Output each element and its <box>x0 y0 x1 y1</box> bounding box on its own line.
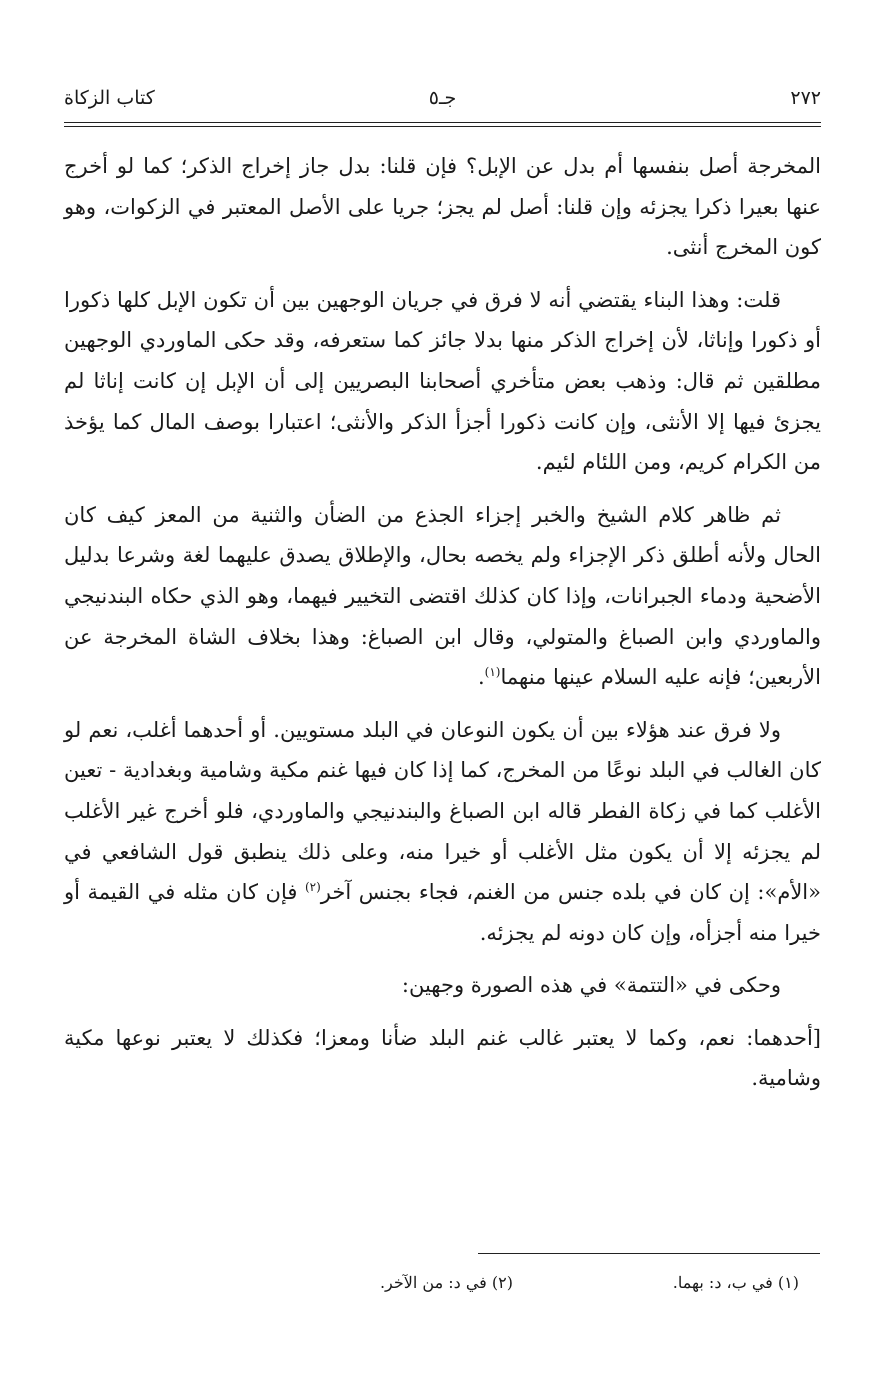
book-title: كتاب الزكاة <box>64 87 155 109</box>
paragraph <box>64 710 821 954</box>
paragraph-text: فإن كان مثله في القيمة أو خيرا منه أجزأه، وإن كان دونه لم يجزئه. <box>64 880 821 945</box>
main-text <box>64 146 821 1111</box>
paragraph-text: ثم ظاهر كلام الشيخ والخبر إجزاء الجذع من الضأن والثنية من المعز كيف كان الحال ولأنه أطلق ذكر الإجزاء ولم يخصه بحال، والإطلاق يصدق عليهما لغة وشرعا بدليل الأضحية ودماء الجبرانات، وإذا كان كذلك اقتضى التخيير فيهما، وهو الذي حكاه البندنيجي والماوردي وابن الصباغ والمتولي، وقال ابن الصباغ: وهذا بخلاف الشاة المخرجة عن الأربعين؛ فإنه عليه السلام عينها منهما <box>64 502 821 690</box>
footnote-rule <box>478 1253 820 1254</box>
paragraph-text: قلت: وهذا البناء يقتضي أنه لا فرق في جريان الوجهين بين أن تكون الإبل كلها ذكورا أو ذكورا وإناثا، لأن إخراج الذكر منها بدلا جائز كما ستعرفه، وقد حكى الماوردي الوجهين مطلقين ثم قال: وذهب بعض متأخري أصحابنا البصريين إلى أن الإبل إن كانت إناثا لم يجزئ فيها إلا الأنثى، وإن كانت ذكورا أجزأ الذكر والأنثى؛ اعتبارا بوصف المال كما يؤخذ من الكرام كريم، ومن اللئام لئيم. <box>64 287 821 475</box>
footnote-2: (٢) في د: من الآخر. <box>379 1273 513 1292</box>
paragraph <box>64 280 821 483</box>
paragraph-text: [أحدهما: نعم، وكما لا يعتبر غالب غنم البلد ضأنا ومعزا؛ فكذلك لا يعتبر نوعها مكية وشامية. <box>64 1025 821 1091</box>
paragraph <box>64 965 821 1006</box>
page-number: ٢٧٢ <box>790 87 821 109</box>
paragraph: ثم ظاهر كلام الشيخ والخبر إجزاء الجذع من الضأن والثنية من المعز كيف كان الحال ولأنه أطلق ذكر الإجزاء ولم يخصه بحال، والإطلاق يصدق عليهما لغة وشرعا بدليل الأضحية ودماء الجبرانات، وإذا كان كذلك اقتضى التخيير فيهما، وهو الذي حكاه البندنيجي والماوردي وابن الصباغ والمتولي، وقال ابن الصباغ: وهذا بخلاف الشاة المخرجة عن الأربعين؛ فإنه عليه السلام عينها منهما$^{(١)}$. <box>64 502 821 690</box>
footnote-ref[interactable]: (١) <box>484 665 501 680</box>
paragraph-text: ولا فرق عند هؤلاء بين أن يكون النوعان في البلد مستويين. أو أحدهما أغلب، نعم لو كان الغالب في البلد نوعًا من المخرج، كما إذا كان فيها غنم مكية وشامية وبغدادية - تعين الأغلب كما في زكاة الفطر قاله ابن الصباغ والبندنيجي والماوردي، فلو أخرج غير الأغلب لم يجزئه إلا أن يكون مثل الأغلب أو خيرا منه، وعلى ذلك ينطبق قول الشافعي في «الأم»: إن كان في بلده جنس من الغنم، فجاء بجنس آخر <box>64 717 821 905</box>
paragraph-text: وحكى في «التتمة» في هذه الصورة وجهين: <box>401 973 781 998</box>
footnote-ref[interactable]: (٢) <box>304 880 321 895</box>
paragraph-text: المخرجة أصل بنفسها أم بدل عن الإبل؟ فإن قلنا: بدل جاز إخراج الذكر؛ كما لو أخرج عنها بعيرا ذكرا يجزئه وإن قلنا: أصل لم يجز؛ جريا على الأصل المعتبر في الزكوات، وهو كون المخرج أنثى. <box>64 154 821 260</box>
footnote-1: (١) في ب، د: بهما. <box>672 1273 799 1292</box>
running-header <box>64 84 821 116</box>
paragraph <box>64 1018 821 1099</box>
header-rule <box>64 122 821 127</box>
paragraph <box>64 146 821 268</box>
volume-label: جـ٥ <box>428 87 457 109</box>
footnotes <box>64 1268 821 1298</box>
